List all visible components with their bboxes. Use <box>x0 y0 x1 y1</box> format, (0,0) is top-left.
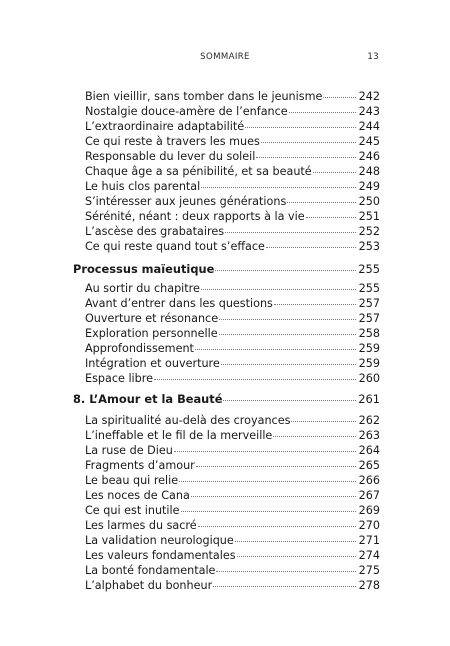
toc-entry <box>85 341 380 356</box>
toc-entry-title: Bien vieillir, sans tomber dans le jeunisme <box>85 90 323 103</box>
running-title: SOMMAIRE <box>200 52 250 62</box>
toc-entry-title: La bonté fondamentale <box>85 564 216 577</box>
dot-leader <box>323 97 356 98</box>
toc-entry-title: Intégration et ouverture <box>85 357 220 370</box>
toc-entry-title: La spiritualité au-delà des croyances <box>85 414 291 427</box>
toc-entry-title: Fragments d’amour <box>85 459 195 472</box>
toc-entry <box>85 548 380 563</box>
toc-entry-title: Les noces de Cana <box>85 489 190 502</box>
toc-entry-page: 258 <box>358 327 380 340</box>
toc-entry <box>85 311 380 326</box>
dot-leader <box>213 586 356 587</box>
toc-entry <box>85 104 380 119</box>
toc-entry-title: Ce qui est inutile <box>85 504 180 517</box>
toc-entry-page: 261 <box>358 392 380 406</box>
toc-entry-title: Le huis clos parental <box>85 180 201 193</box>
toc-entry-page: 255 <box>358 262 380 276</box>
toc-entry <box>85 149 380 164</box>
toc-entry-page: 242 <box>358 90 380 103</box>
toc-entry-title: Espace libre <box>85 372 153 385</box>
toc-entry-page: 257 <box>358 297 380 310</box>
dot-leader <box>274 304 356 305</box>
dot-leader <box>215 270 356 271</box>
dot-leader <box>223 400 356 401</box>
toc-entry <box>85 326 380 341</box>
dot-leader <box>219 319 356 320</box>
toc-entry-page: 252 <box>358 225 380 238</box>
toc-entry-page: 243 <box>358 105 380 118</box>
toc-entry-page: 246 <box>358 150 380 163</box>
dot-leader <box>256 157 356 158</box>
toc-entry-title: Avant d’entrer dans les questions <box>85 297 273 310</box>
dot-leader <box>195 349 356 350</box>
toc-entry <box>85 89 380 104</box>
toc-entry-page: 263 <box>358 429 380 442</box>
toc-entry <box>85 578 380 593</box>
toc-entry-title: Ce qui reste quand tout s’efface <box>85 240 265 253</box>
dot-leader <box>245 127 356 128</box>
dot-leader <box>201 289 356 290</box>
toc-entry-page: 269 <box>358 504 380 517</box>
dot-leader <box>154 379 356 380</box>
dot-leader <box>201 187 356 188</box>
toc-entry-title: Processus maïeutique <box>73 262 215 276</box>
toc-entry-title: Les larmes du sacré <box>85 519 197 532</box>
toc-entry-title: S’intéresser aux jeunes générations <box>85 195 287 208</box>
toc-entry-page: 262 <box>358 414 380 427</box>
dot-leader <box>266 247 356 248</box>
toc-entry-page: 251 <box>358 210 380 223</box>
toc-entry-page: 253 <box>358 240 380 253</box>
toc-entry-title: L’ineffable et le fil de la merveille <box>85 429 273 442</box>
toc-entry-title: Ce qui reste à travers les mues <box>85 135 260 148</box>
toc-entry <box>85 458 380 473</box>
dot-leader <box>313 172 356 173</box>
running-header <box>0 52 450 66</box>
toc-entry <box>85 518 380 533</box>
toc-entry-title: Ouverture et résonance <box>85 312 219 325</box>
toc-entry-title: Le beau qui relie <box>85 474 179 487</box>
toc-entry-page: 267 <box>358 489 380 502</box>
toc-entry-title: Nostalgie douce-amère de l’enfance <box>85 105 288 118</box>
dot-leader <box>237 556 356 557</box>
toc-entry-title: Chaque âge a sa pénibilité, et sa beauté <box>85 165 312 178</box>
toc-entry-page: 264 <box>358 444 380 457</box>
dot-leader <box>174 451 356 452</box>
dot-leader <box>179 481 356 482</box>
dot-leader <box>181 511 356 512</box>
toc-entry-page: 266 <box>358 474 380 487</box>
toc-entry <box>85 209 380 224</box>
toc-section-heading <box>73 262 380 277</box>
dot-leader <box>261 142 356 143</box>
toc-entry-title: L’ascèse des grabataires <box>85 225 225 238</box>
toc-entry <box>85 134 380 149</box>
toc-entry-page: 278 <box>358 579 380 592</box>
dot-leader <box>273 436 356 437</box>
toc-entry-page: 271 <box>358 534 380 547</box>
toc-entry <box>85 371 380 386</box>
toc-entry-page: 250 <box>358 195 380 208</box>
toc-entry <box>85 488 380 503</box>
toc-entry-page: 260 <box>358 372 380 385</box>
toc-entry-title: Approfondissement <box>85 342 194 355</box>
dot-leader <box>191 496 356 497</box>
toc-entry-page: 270 <box>358 519 380 532</box>
toc-entry <box>85 239 380 254</box>
toc-entry <box>85 533 380 548</box>
toc-entry <box>85 563 380 578</box>
toc-entry <box>85 413 380 428</box>
dot-leader <box>289 112 356 113</box>
toc-entry <box>85 356 380 371</box>
toc-entry <box>85 281 380 296</box>
toc-entry <box>85 164 380 179</box>
toc-entry-title: Exploration personnelle <box>85 327 218 340</box>
toc-entry-page: 244 <box>358 120 380 133</box>
toc-entry-page: 259 <box>358 357 380 370</box>
toc-entry-title: 8. L’Amour et la Beauté <box>73 392 223 406</box>
toc-entry-title: Sérénité, néant : deux rapports à la vie <box>85 210 305 223</box>
toc-entry <box>85 428 380 443</box>
toc-entry <box>85 296 380 311</box>
dot-leader <box>221 364 356 365</box>
dot-leader <box>219 334 356 335</box>
dot-leader <box>198 526 356 527</box>
toc-entry-page: 275 <box>358 564 380 577</box>
toc-entry-title: Responsable du lever du soleil <box>85 150 256 163</box>
toc-entry <box>85 224 380 239</box>
toc-entry <box>85 473 380 488</box>
dot-leader <box>306 217 356 218</box>
dot-leader <box>225 232 356 233</box>
toc-entry <box>85 503 380 518</box>
toc-entry-page: 257 <box>358 312 380 325</box>
toc-entry-page: 249 <box>358 180 380 193</box>
toc-entry-title: L’alphabet du bonheur <box>85 579 213 592</box>
toc-entry-page: 255 <box>358 282 380 295</box>
toc-entry-page: 265 <box>358 459 380 472</box>
toc-entry-title: Au sortir du chapitre <box>85 282 200 295</box>
toc-entry-page: 274 <box>358 549 380 562</box>
dot-leader <box>291 421 356 422</box>
toc-entry <box>85 179 380 194</box>
dot-leader <box>216 571 356 572</box>
toc-entry-title: La ruse de Dieu <box>85 444 173 457</box>
toc-entry-page: 245 <box>358 135 380 148</box>
toc-section-heading <box>73 392 380 407</box>
toc-entry-title: L’extraordinaire adaptabilité <box>85 120 245 133</box>
toc-entry-title: Les valeurs fondamentales <box>85 549 236 562</box>
dot-leader <box>287 202 356 203</box>
toc-entry <box>85 119 380 134</box>
toc-entry-page: 248 <box>358 165 380 178</box>
toc-entry <box>85 443 380 458</box>
dot-leader <box>235 541 356 542</box>
toc-entry-page: 259 <box>358 342 380 355</box>
dot-leader <box>196 466 356 467</box>
toc-entry-title: La validation neurologique <box>85 534 234 547</box>
page-number: 13 <box>367 52 379 62</box>
toc-entry <box>85 194 380 209</box>
